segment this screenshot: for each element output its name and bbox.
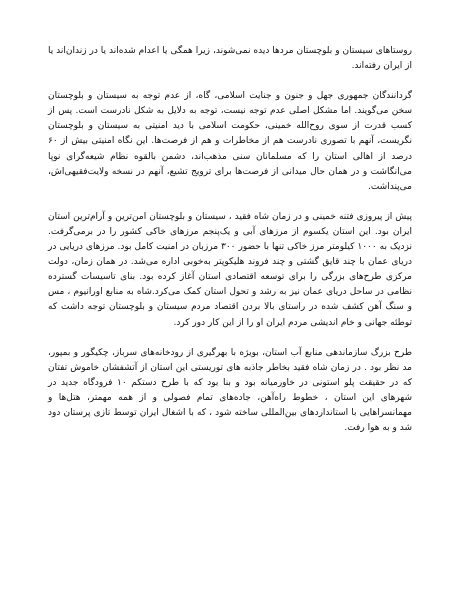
- paragraph-3: پیش از پیروزی فتنه خمینی و در زمان شاه فقید ، سیستان و بلوچستان امن‌ترین و آرام‌ترین استان ایران بود. این استان یکسوم از مرزهای آبی و یک‌پنجم مرزهای خاکی کشور را در برمی‌گرفت. نزدیک به ۱۰۰۰ کیلومتر مرز خاکی تنها با حضور ۳۰۰ مرزبان در امنیت کامل بود. مرزهای دریایی در دریای عمان با چند قایق گشتی و چند فروند هلیکوپتر به‌خوبی اداره می‌شد. در همان زمان، دولت مرکزی طرح‌های بزرگی را برای توسعه اقتصادی استان آغاز کرده بود. بنای تاسیسات گسترده نظامی در ساحل دریای عمان نیز به رشد و تحول استان کمک می‌کرد.شاه به منابع اورانیوم ، مس و سنگ آهن کشف شده در راستای بالا بردن اقتصاد مردم سیستان و بلوچستان توجه داشت که توطئه جهانی و خام اندیشی مردم ایران او را از این کار دور کرد.: [48, 211, 413, 328]
- paragraph-1: روستاهای سیستان و بلوچستان مردها دیده نمی‌شوند، زیرا همگی یا اعدام شده‌اند یا در زندان‌اند یا از ایران رفته‌اند.: [48, 46, 412, 72]
- paragraph-4: طرح بزرگ سازماندهی منابع آب استان، بویژه با بهرگیری از رودخانه‌های سرباز، چکیگور و بمپور، مد نظر بود . در زمان شاه فقید بخاطر جاذبه های توریستی این استان از آتشفشان خاموش تفتان که در حقیقت پلو استونی در خاورمیانه بود و بنا بود که با طرح دستکم ۱۰ فرودگاه جدید در شهرهای این استان ، خطوط راه‌آهن، جاده‌های تمام فصولی و از همه مهمتر، هتل‌ها و مهمانسراهایی با استانداردهای بین‌المللی ساخته شود ، که با اشغال ایران توسط تازی پرستان دود شد و به هوا رفت.: [48, 347, 412, 434]
- paragraph-2: گردانندگان جمهوری جهل و جنون و جنایت اسلامی، گاه، از عدم توجه به سیستان و بلوچستان سخن می‌گویند. اما مشکل اصلی عدم توجه نیست، توجه به دلایل به شکل نادرست است. پس از کسب قدرت از سوی روح‌الله خمینی، حکومت اسلامی با دید امنیتی به سیستان و بلوچستان نگریست، آنهم با تصوری نادرست هم از مخاطرات و هم از فرصت‌ها. این نگاه امنیتی بیش از ۶۰ درصد از اهالی استان را که مسلمانان سنی مذهب‌اند، دشمن بالقوه نظام شیعه‌گرای نوپا می‌انگاشت و در همان حال میدانی از فرصت‌ها برای ترویج تشیع، آنهم در نسخه ولایت‌فقیهی‌اش، می‌پنداشت.: [48, 91, 412, 192]
- document-body: [48, 44, 412, 451]
